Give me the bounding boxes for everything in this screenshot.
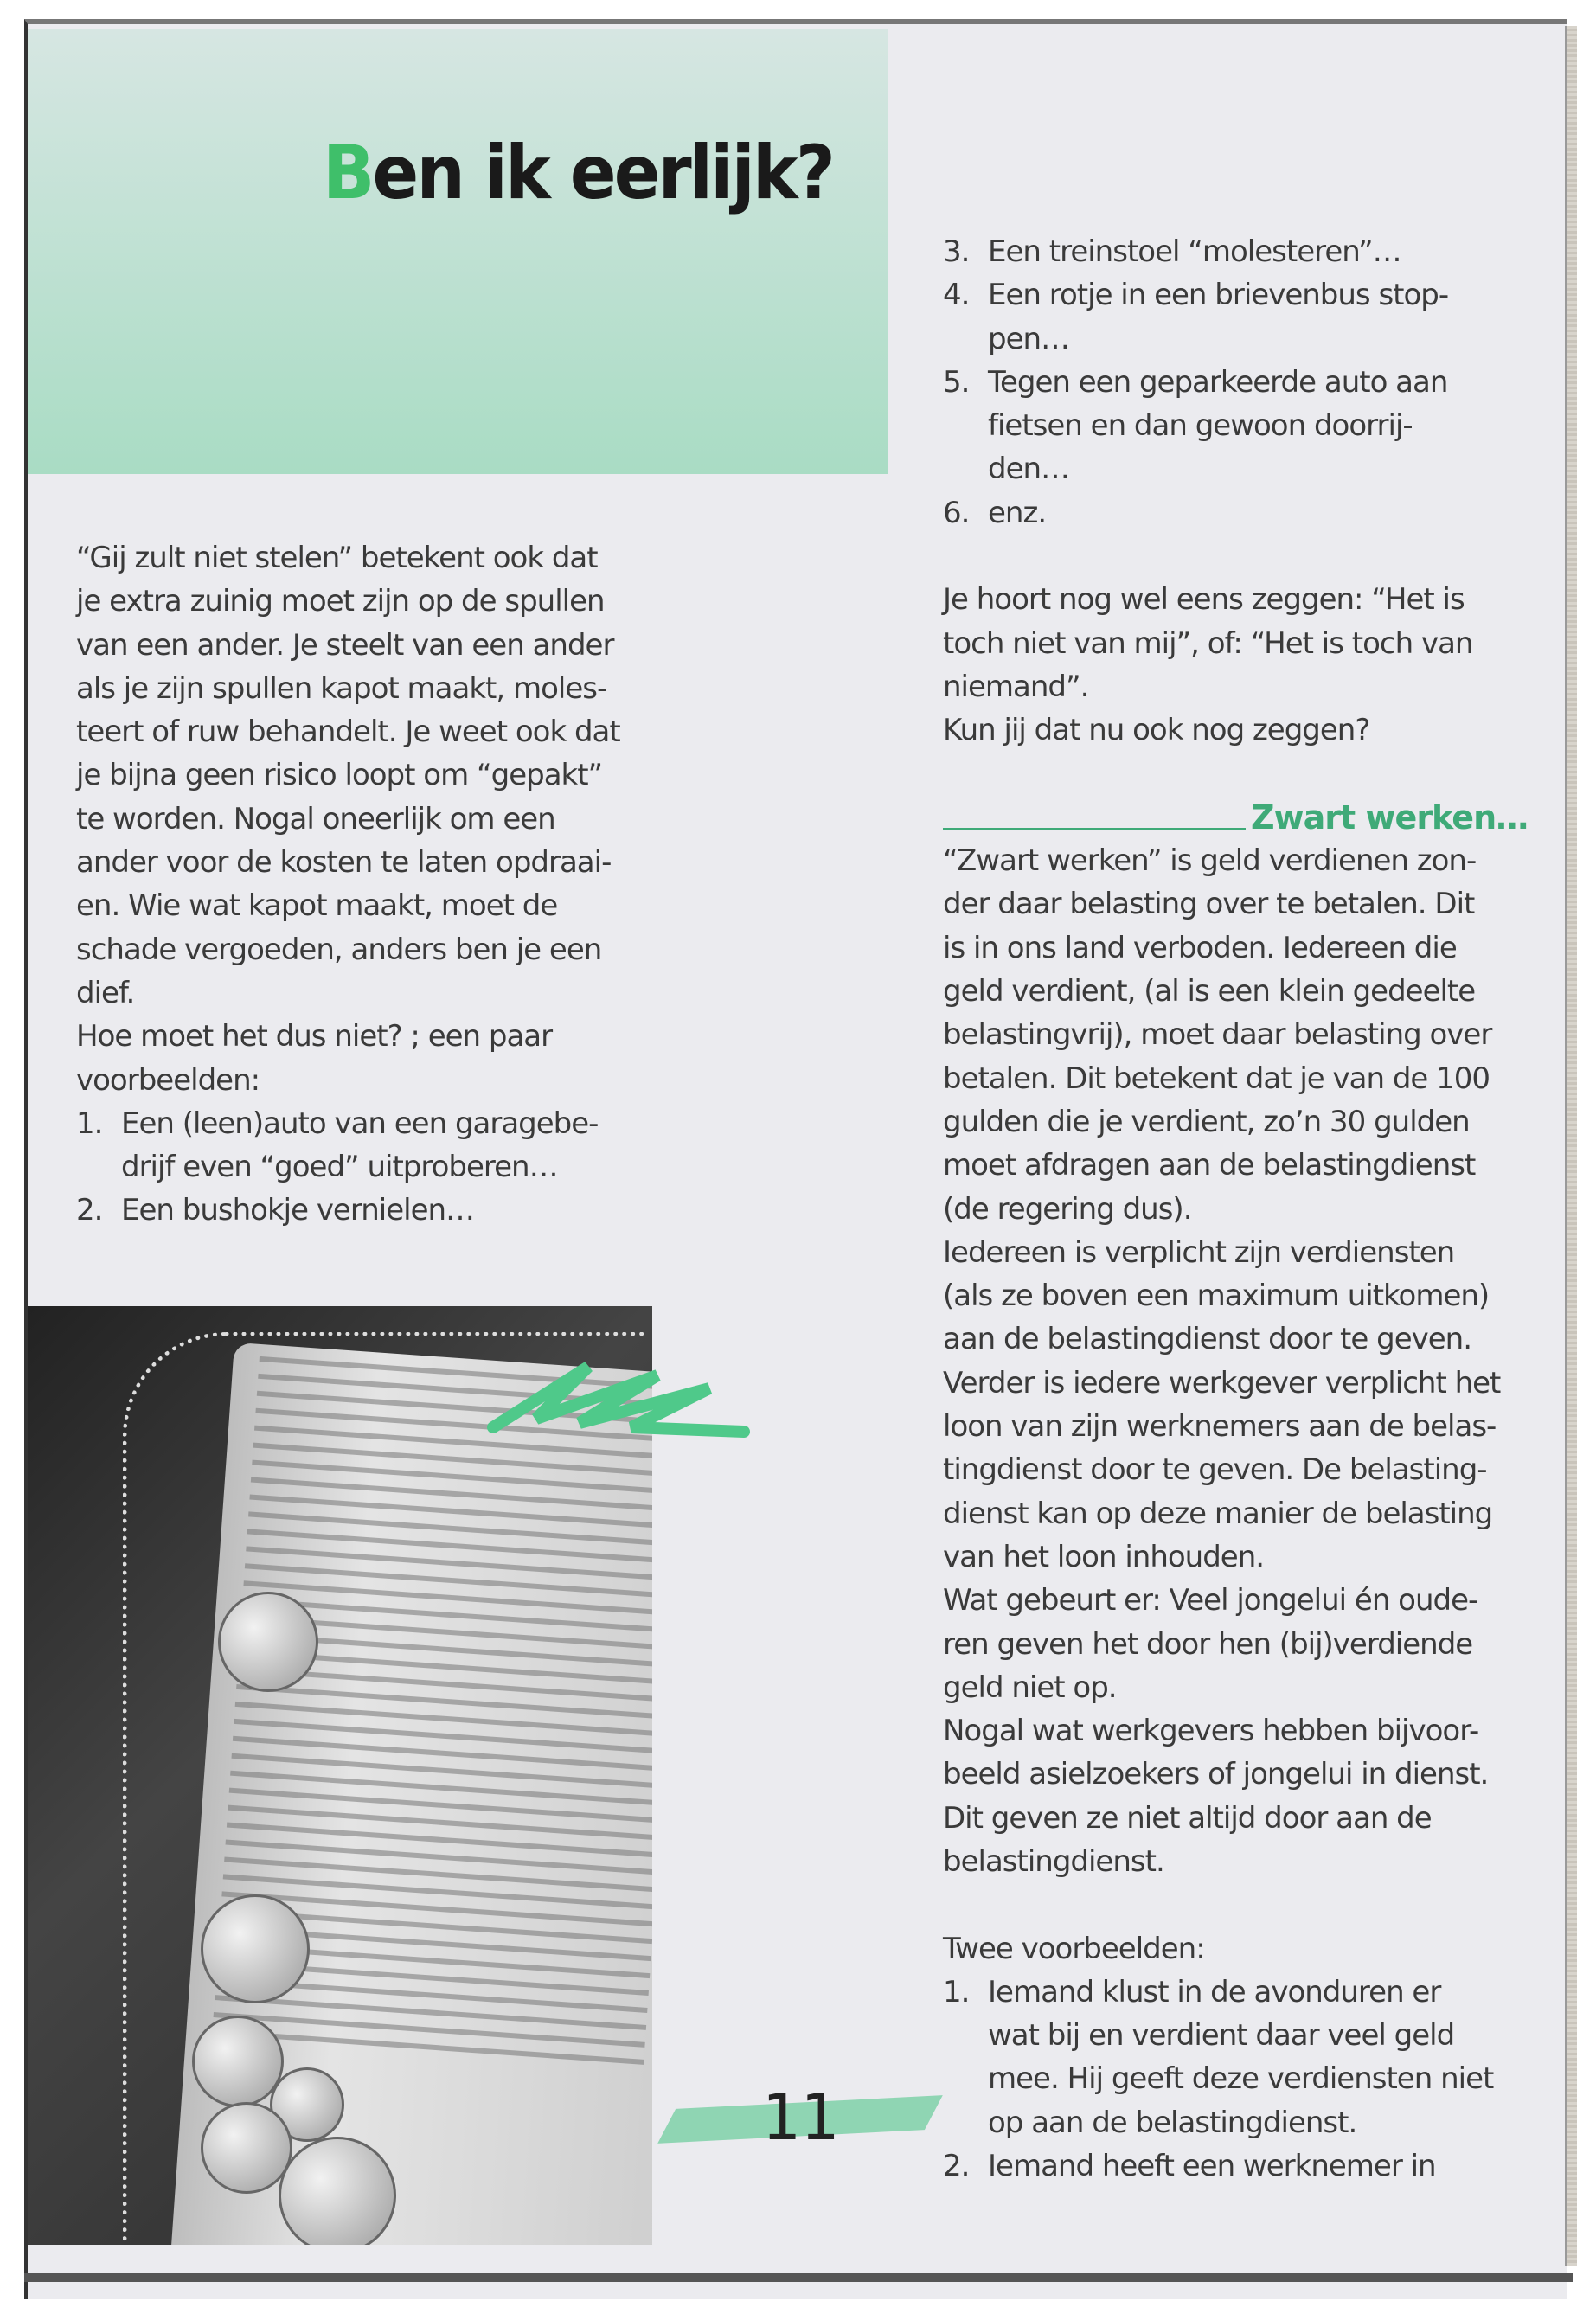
list-item <box>943 273 1528 317</box>
heading-rule <box>943 828 1246 830</box>
coin <box>192 2016 284 2107</box>
text-line: ren geven het door hen (bij)verdiende <box>943 1626 1473 1662</box>
list-item <box>943 2014 1528 2057</box>
coin <box>218 1592 318 1692</box>
list-item <box>943 1971 1528 2014</box>
text-line: aan de belastingdienst door te geven. <box>943 1322 1472 1357</box>
list-number <box>76 1145 121 1189</box>
text-line: “Gij zult niet stelen” betekent ook dat <box>76 541 598 575</box>
list-text: fietsen en dan gewoon doorrij- <box>988 408 1413 444</box>
list-text: Een treinstoel “molesteren”… <box>988 234 1401 269</box>
list-number: 1. <box>943 1974 970 2009</box>
list-item <box>943 491 1528 535</box>
text-line: (als ze boven een maximum uitkomen) <box>943 1279 1490 1314</box>
list-number <box>943 404 988 447</box>
spacer <box>943 535 1528 578</box>
coin <box>201 1894 310 2003</box>
text-line: betalen. Dit betekent dat je van de 100 <box>943 1061 1490 1096</box>
text-line: Verder is iedere werkgever verplicht het <box>943 1365 1501 1400</box>
list-number: 2. <box>76 1193 103 1228</box>
list-item <box>943 361 1528 404</box>
text-line: Nogal wat werkgevers hebben bijvoor- <box>943 1714 1479 1749</box>
text-line: Hoe moet het dus niet? ; een paar <box>76 1019 553 1054</box>
bottom-edge <box>24 2273 1573 2282</box>
section-heading <box>943 796 1528 839</box>
text-line: je extra zuinig moet zijn op de spullen <box>76 584 605 619</box>
list-item <box>943 2057 1528 2100</box>
left-column <box>76 536 620 1233</box>
list-number: 6. <box>943 495 970 530</box>
list-number <box>943 447 988 490</box>
text-line: (de regering dus). <box>943 1191 1192 1227</box>
text-line: als je zijn spullen kapot maakt, moles- <box>76 670 607 706</box>
list-text: wat bij en verdient daar veel geld <box>988 2018 1455 2054</box>
spacer <box>943 1883 1528 1926</box>
coin <box>201 2102 292 2194</box>
text-line: dienst kan op deze manier de belasting <box>943 1496 1493 1531</box>
list-item <box>76 1145 620 1189</box>
list-item <box>76 1189 620 1232</box>
text-line: “Zwart werken” is geld verdienen zon- <box>943 843 1477 879</box>
list-number <box>943 2014 988 2057</box>
text-line: Kun jij dat nu ook nog zeggen? <box>943 713 1370 748</box>
list-item <box>76 1102 620 1145</box>
list-number <box>943 2057 988 2100</box>
text-line: belastingdienst. <box>943 1843 1164 1879</box>
text-line: loon van zijn werknemers aan de belas- <box>943 1409 1497 1445</box>
text-line: gulden die je verdient, zo’n 30 gulden <box>943 1104 1470 1139</box>
text-line: beeld asielzoekers of jongelui in dienst. <box>943 1757 1489 1792</box>
dotted-chain <box>123 1332 646 2245</box>
text-line: van een ander. Je steelt van een ander <box>76 627 614 663</box>
list-text: drijf even “goed” uitproberen… <box>121 1150 558 1185</box>
list-text: pen… <box>988 321 1070 356</box>
list-number: 1. <box>76 1106 103 1141</box>
list-number: 5. <box>943 364 970 400</box>
text-line: dief. <box>76 975 135 1010</box>
list-number: 2. <box>943 2149 970 2184</box>
text-line: niemand”. <box>943 669 1089 704</box>
list-item <box>943 404 1528 447</box>
text-line: tingdienst door te geven. De belasting- <box>943 1452 1487 1488</box>
text-line: Twee voorbeelden: <box>943 1931 1205 1966</box>
list-text: mee. Hij geeft deze verdiensten niet <box>988 2061 1494 2097</box>
text-line: voorbeelden: <box>76 1062 260 1098</box>
green-scribble <box>484 1349 761 1453</box>
list-text: Een bushokje vernielen… <box>121 1193 475 1228</box>
list-text: Iemand klust in de avonduren er <box>988 1974 1441 2009</box>
list-item <box>943 230 1528 273</box>
right-column <box>943 230 1528 2188</box>
text-line: en. Wie wat kapot maakt, moet de <box>76 888 558 924</box>
coin <box>279 2137 396 2245</box>
text-line: is in ons land verboden. Iedereen die <box>943 930 1457 965</box>
text-line: Iedereen is verplicht zijn verdiensten <box>943 1234 1455 1270</box>
list-text: op aan de belastingdienst. <box>988 2105 1357 2140</box>
text-line: der daar belasting over te betalen. Dit <box>943 887 1475 922</box>
list-number <box>943 317 988 361</box>
text-line: Dit geven ze niet altijd door aan de <box>943 1800 1432 1836</box>
spacer <box>943 753 1528 796</box>
list-number: 4. <box>943 278 970 313</box>
list-item <box>943 317 1528 361</box>
page-title: Ben ik eerlijk? <box>323 130 833 216</box>
list-text: Tegen een geparkeerde auto aan <box>988 364 1448 400</box>
list-text: den… <box>988 452 1070 487</box>
list-item <box>943 2101 1528 2144</box>
page-edge <box>1565 26 1577 2266</box>
text-line: teert of ruw behandelt. Je weet ook dat <box>76 715 620 750</box>
list-number: 3. <box>943 234 970 269</box>
text-line: Wat gebeurt er: Veel jongelui én oude- <box>943 1583 1478 1618</box>
list-text: enz. <box>988 495 1047 530</box>
text-line: geld verdient, (al is een klein gedeelte <box>943 974 1476 1009</box>
section-heading-text: Zwart werken… <box>1251 798 1529 836</box>
page-number: 11 <box>761 2080 839 2155</box>
text-line: moet afdragen aan de belastingdienst <box>943 1148 1476 1183</box>
text-line: Je hoort nog wel eens zeggen: “Het is <box>943 582 1465 618</box>
list-text: Iemand heeft een werknemer in <box>988 2149 1436 2184</box>
title-panel <box>28 29 888 474</box>
list-item <box>943 2144 1528 2188</box>
list-text: Een rotje in een brievenbus stop- <box>988 278 1449 313</box>
text-line: belastingvrij), moet daar belasting over <box>943 1017 1492 1053</box>
text-line: toch niet van mij”, of: “Het is toch van <box>943 625 1473 661</box>
list-number <box>943 2101 988 2144</box>
text-line: te worden. Nogal oneerlijk om een <box>76 801 555 836</box>
text-line: geld niet op. <box>943 1670 1117 1705</box>
list-text: Een (leen)auto van een garagebe- <box>121 1106 599 1141</box>
text-line: je bijna geen risico loopt om “gepakt” <box>76 758 603 793</box>
text-line: schade vergoeden, anders ben je een <box>76 932 602 967</box>
text-line: ander voor de kosten te laten opdraai- <box>76 845 612 881</box>
list-item <box>943 447 1528 490</box>
text-line: van het loon inhouden. <box>943 1539 1265 1574</box>
